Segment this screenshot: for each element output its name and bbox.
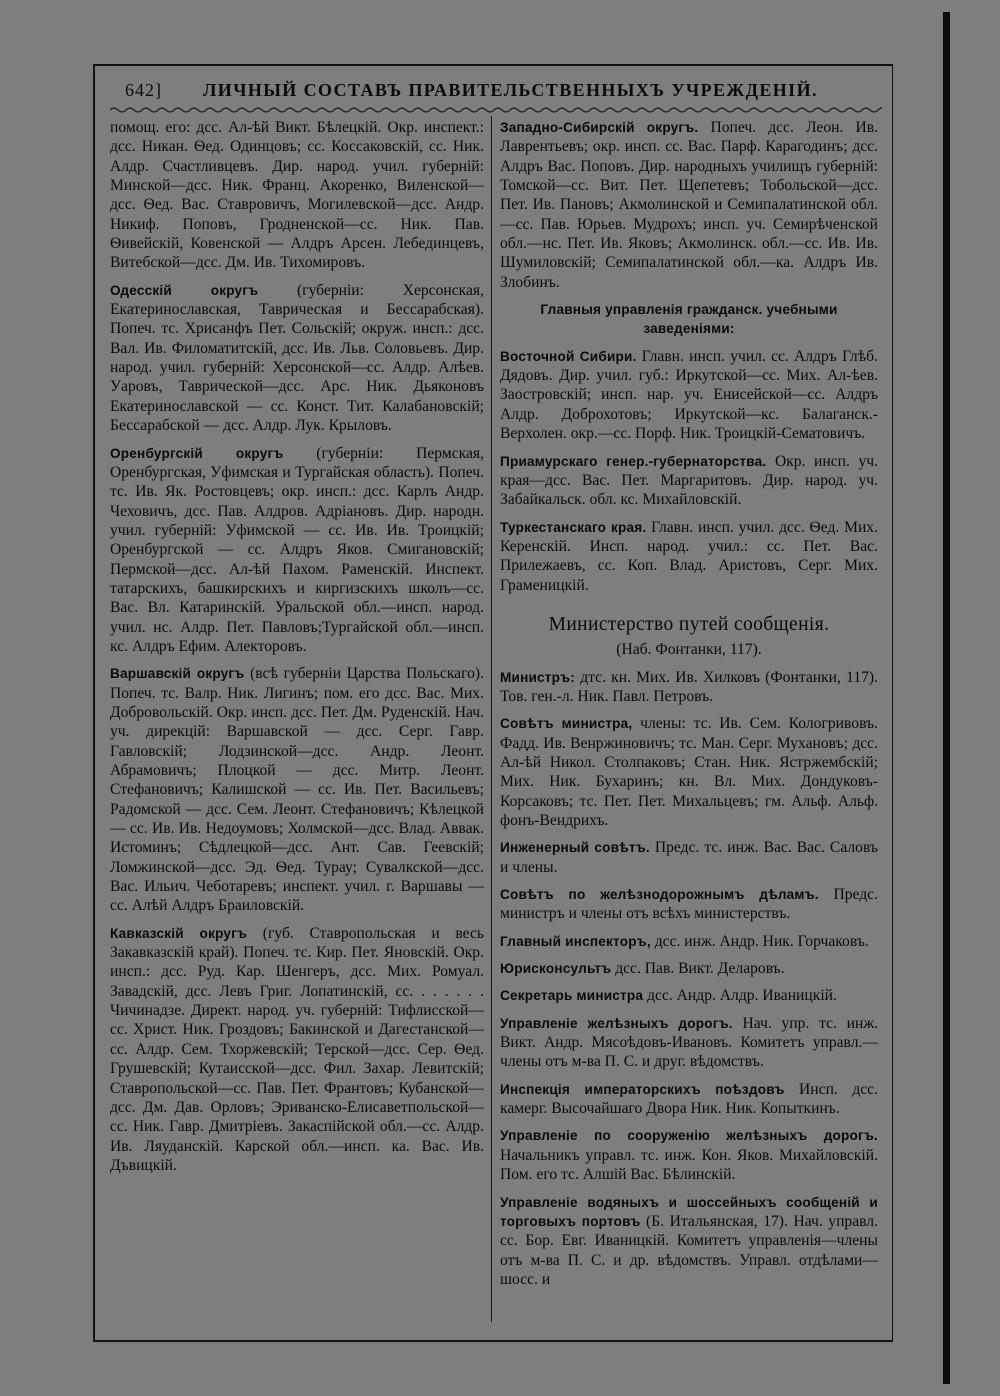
caucasus-district-heading: Кавказскій округъ (110, 925, 248, 941)
vilna-district-continuation: помощ. его: дсс. Ал-ѣй Викт. Бѣлецкій. Окр. инспект.: дсс. Никан. Ѳед. Одинцовъ; сс. Коссаковскій, сс. Ник. Алдр. Счастливцевъ. Дир. народ. учил. губерній: Минской—дсс. Ник. Франц. Акоренко, Виленской—дсс. Ѳед. Вас. Ставровичъ, Могилевской—дсс. Андр. Никиф. Поповъ, Гродненской—сс. Ник. Пав. Ѳивейскій, Ковенской — Алдръ Арсен. Лебединцевъ, Витебской—дсс. Дм. Ив. Тихомировъ. (110, 119, 484, 272)
warsaw-district-text: (всѣ губерніи Царства Польскаго). Попеч. тс. Валр. Ник. Лигинъ; пом. его дсс. Вас. Мих. Добровольскій. Окр. инсп. дсс. Пет. Дм. Руденскій. Нач. уч. дирекцій: Варшавской — дсс. Серг. Гавр. Гавловскій; Лодзинской—дсс. Андр. Леонт. Абрамовичъ; Плоцкой — дсс. Митр. Леонт. Стефановичъ; Калишской — сс. Ив. Пет. Васильевъ; Радомской — дсс. Сем. Леонт. Стефановичъ; Кѣлецкой — сс. Ив. Ив. Недоумовъ; Холмской—дсс. Влад. Аввак. Истоминъ; Сѣдлецкой—дсс. Ант. Сав. Геевскій; Ломжинской—дсс. Эд. Ѳед. Турау; Сувалкской—дсс. Вас. Ильич. Чеботаревъ; инспект. учил. г. Варшавы — сс. Алѣй Алдръ Браиловскій. (110, 665, 484, 915)
main-civil-education-heading: Главныя управленія гражданск. учебными заведеніями: (540, 302, 838, 337)
column-divider (491, 116, 492, 1322)
left-column (110, 118, 484, 1183)
chief-inspector-heading: Главный инспекторъ, (500, 933, 651, 949)
secretary-entry (500, 986, 878, 1005)
imperial-trains-heading: Инспекція императорскихъ поѣздовъ (500, 1081, 785, 1097)
west-siberia-district-entry (500, 118, 878, 292)
minister-entry (500, 668, 878, 707)
turkestan-heading: Туркестанскаго края. (500, 519, 647, 535)
ministry-address: (Наб. Фонтанки, 117). (616, 641, 762, 659)
east-siberia-text: Главн. инсп. учил. сс. Алдръ Глѣб. Дядовъ. Дир. учил. губ.: Иркутской—сс. Мих. Ал-ѣев. Заостровскій; инсп. нар. уч. Енисейской—сс. Алдръ Алдр. Доброхотовъ; Иркутской—кс. Балаганск.-Верхолен. окр.—сс. Порф. Ник. Троицкій-Сематовичъ. (500, 347, 878, 443)
odessa-district-heading: Одесскій округъ (110, 282, 259, 298)
council-entry (500, 714, 878, 830)
railways-admin-text: Нач. упр. тс. инж. Викт. Андр. Мясоѣдовъ-Ивановъ. Комитетъ управл.—члены отъ м-ва П. С. и друг. вѣдомствъ. (500, 1014, 878, 1071)
council-heading: Совѣтъ министра, (500, 716, 633, 732)
book-spine-edge (943, 12, 950, 1384)
priamur-entry (500, 452, 878, 510)
railways-admin-heading: Управленіе желѣзныхъ дорогъ. (500, 1015, 733, 1031)
minister-heading: Министръ: (500, 669, 576, 685)
orenburg-district-heading: Оренбургскій округъ (110, 445, 284, 461)
running-title: ЛИЧНЫЙ СОСТАВЪ ПРАВИТЕЛЬСТВЕННЫХЪ УЧРЕЖДЕНІЙ. (203, 80, 818, 100)
railway-council-text: Предс. министръ и члены отъ всѣхъ министерствъ. (500, 886, 878, 923)
chief-inspector-text: дсс. инж. Андр. Ник. Горчаковъ. (650, 932, 869, 950)
header-wavy-rule (110, 106, 882, 114)
waterways-text: (Б. Итальянская, 17). Нач. управл. сс. Бор. Евг. Иваницкій. Комитетъ управленія—члены отъ м-ва П. С. и др. вѣдомствъ. Управл. отдѣлами—шосс. и (500, 1212, 878, 1288)
warsaw-district-entry (110, 664, 484, 915)
east-siberia-heading: Восточной Сибири. (500, 348, 637, 364)
priamur-heading: Приамурскаго генер.-губернаторства. (500, 453, 767, 469)
chief-inspector-entry (500, 932, 878, 951)
secretary-heading: Секретарь министра (500, 988, 644, 1004)
secretary-text: дсс. Андр. Алдр. Иваницкій. (643, 987, 837, 1005)
west-siberia-heading: Западно-Сибирскій округъ. (500, 120, 699, 135)
jurisconsult-entry (500, 959, 878, 978)
engineering-council-heading: Инженерный совѣтъ. (500, 840, 650, 856)
right-column (500, 118, 878, 1297)
railway-construction-text: Начальникъ управл. тс. инж. Кон. Яков. Михайловскій. Пом. его тс. Алшій Вас. Бѣлинскій. (500, 1146, 878, 1184)
orenburg-district-text: (губерніи: Пермская, Оренбургская, Уфимская и Тургайская область). Попеч. тс. Ив. Як. Ростовцевъ; окр. инсп.: дсс. Карлъ Андр. Чеховичъ, дсс. Пав. Алдров. Адріановъ. Дир. народн. учил. губерній: Уфимской — сс. Ив. Ив. Троицкій; Оренбургской — сс. Алдръ Яков. Смигановскій; Пермской—дсс. Ал-ѣй Пахом. Раменскій. Инспект. татарскихъ, башкирскихъ и киргизскихъ школъ—сс. Вас. Вл. Катаринскій. Уральской обл.—инсп. народ. учил. нс. Алдр. Пет. Павловъ;Тургайской обл.—инсп. кс. Алдръ Ефим. Алекторовъ. (110, 444, 484, 655)
turkestan-text: Главн. инсп. учил. дсс. Ѳед. Мих. Керенскій. Инсп. народ. учил.: сс. Пет. Вас. Прилежаевъ, сс. Коп. Влад. Аристовъ, Серг. Мих. Граменицкій. (500, 518, 878, 594)
waterways-heading: Управленіе водяныхъ и шоссейныхъ сообщеній и торговыхъ портовъ (500, 1194, 878, 1229)
engineering-council-text: Предс. тс. инж. Вас. Вас. Саловъ и члены. (500, 839, 878, 876)
page-number: 642] (125, 80, 162, 100)
warsaw-district-heading: Варшавскій округъ (110, 666, 245, 682)
waterways-entry (500, 1193, 878, 1290)
railways-admin-entry (500, 1014, 878, 1072)
caucasus-district-text: (губ. Ставропольская и весь Закавказскій край). Попеч. тс. Кир. Пет. Яновскій. Окр. инсп.: дсс. Руд. Кар. Шенгеръ, дсс. Мих. Ромуал. Завадскій, дсс. Левъ Григ. Лопатинскій, сс. . . . . . . Чичинадзе. Директ. народ. уч. губерній: Тифлисской—сс. Христ. Ник. Гроздовъ; Бакинской и Дагестанской—сс. Алдр. Сем. Тхоржевскій; Терской—дсс. Сер. Ѳед. Грушевскій; Кутаисской—дсс. Фил. Захар. Левитскій; Ставропольской—сс. Пав. Пет. Франтовъ; Кубанской—дсс. Дм. Дав. Орловъ; Эриванско-Елисаветпольской—сс. Ник. Гавр. Дмитріевъ. Закаспійской обл.—сс. Алдр. Ив. Ляуданскій. Карской обл.—инсп. ка. Вас. Ив. Дъвицкій. (110, 924, 484, 1174)
odessa-district-entry (110, 281, 484, 436)
minister-text: дтс. кн. Мих. Ив. Хилковъ (Фонтанки, 117). Тов. ген.-л. Ник. Павл. Петровъ. (500, 668, 878, 705)
railway-council-entry (500, 885, 878, 924)
imperial-trains-text: Инсп. дсс. камерг. Высочайшаго Двора Ник. Ник. Копыткинъ. (500, 1080, 878, 1118)
railway-construction-heading: Управленіе по сооруженію желѣзныхъ дорогъ. (500, 1128, 878, 1144)
turkestan-entry (500, 518, 878, 595)
east-siberia-entry (500, 347, 878, 444)
council-text: члены: тс. Ив. Сем. Кологривовъ. Фадд. Ив. Венржиновичъ; тс. Ман. Серг. Мухановъ; дсс. Ал-ѣй Никол. Столпаковъ; Стан. Ник. Ястржембскій; Мих. Ник. Бухаринъ; кн. Вл. Мих. Дондуковъ-Корсаковъ; тс. Пет. Пет. Михальцевъ; гм. Альф. Альф. фонъ-Вендрихъ. (500, 715, 878, 829)
jurisconsult-text: дсс. Пав. Викт. Деларовъ. (611, 960, 785, 978)
caucasus-district-entry (110, 924, 484, 1175)
odessa-district-text: (губерніи: Херсонская, Екатеринославская, Таврическая и Бессарабская). Попеч. тс. Хрисанфъ Пет. Сольскій; окруж. инсп.: дсс. Вал. Ив. Филоматитскій, дсс. Ив. Льв. Соловьевъ. Дир. народ. учил. губерній: Херсонской—сс. Алдр. Алѣев. Уаровъ, Таврической—дсс. Арс. Ник. Дьяконовъ Екатеринославской — сс. Конст. Тит. Калабановскій; Бессарабской — дсс. Алдр. Лук. Крыловъ. (110, 281, 484, 435)
imperial-trains-entry (500, 1080, 878, 1119)
priamur-text: Окр. инсп. уч. края—дсс. Вас. Пет. Маргаритовъ. Дир. народ. уч. Забайкальск. обл. кс. Михайловскій. (500, 452, 878, 509)
engineering-council-entry (500, 838, 878, 877)
railway-council-heading: Совѣтъ по желѣзнодорожнымъ дѣламъ. (500, 887, 819, 903)
page-header (105, 80, 885, 106)
orenburg-district-entry (110, 444, 484, 657)
ministry-title: Министерство путей сообщенія. (548, 613, 830, 635)
jurisconsult-heading: Юрисконсультъ (500, 961, 612, 977)
railway-construction-entry (500, 1126, 878, 1184)
west-siberia-text: Попеч. дсс. Леон. Ив. Лаврентьевъ; окр. инсп. сс. Вас. Парф. Карагодинъ; дсс. Алдръ Вас. Поповъ. Дир. народныхъ училищъ губерній: Томской—сс. Вит. Пет. Щепетевъ; Тобольской—дсс. Пет. Ив. Пановъ; Акмолинской и Семипалатинской обл.—сс. Пав. Юрьев. Мудрохъ; инсп. уч. Семирѣченской обл.—нс. Пет. Ив. Яковъ; Акмолинск. обл.—сс. Ив. Ив. Шумиловскій; Семипалатинской обл.—ка. Алдръ Ив. Злобинъ. (500, 119, 878, 291)
